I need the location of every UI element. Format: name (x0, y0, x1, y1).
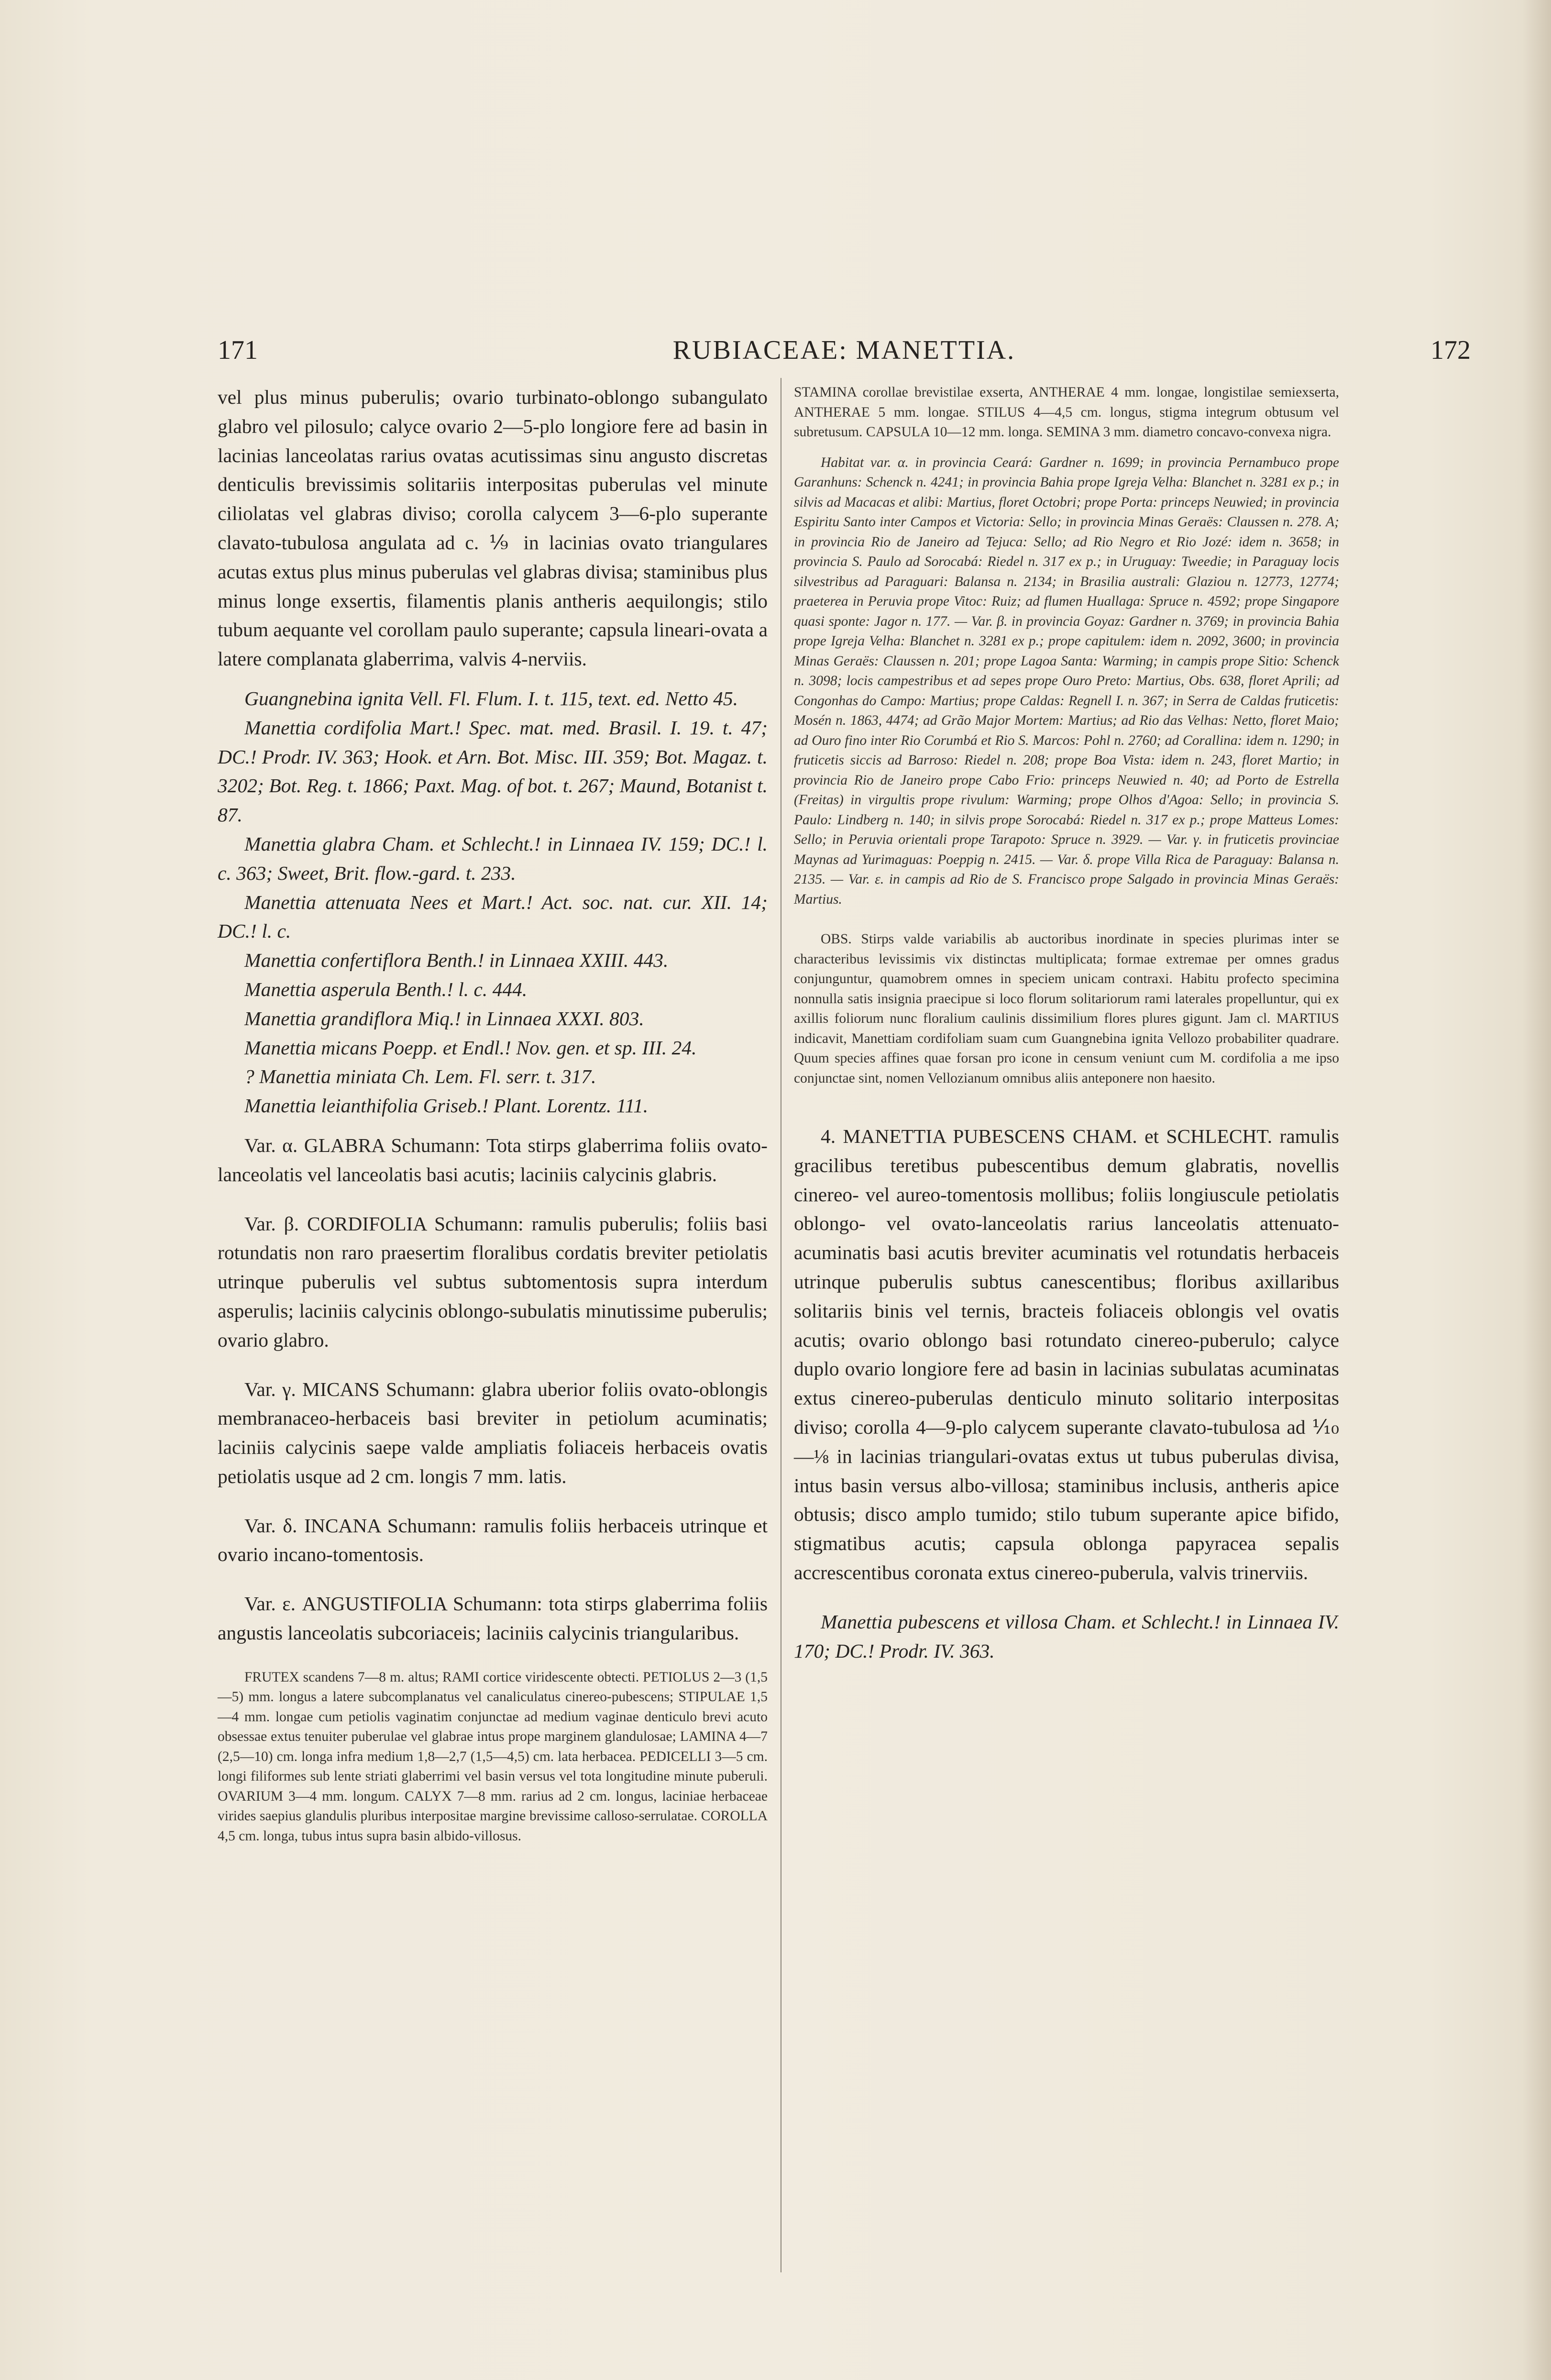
synonym-entry: Guangnebina ignita Vell. Fl. Flum. I. t. 115, text. ed. Netto 45. (244, 687, 738, 709)
stamina-description: STAMINA corollae brevistilae exserta, ANTHERAE 4 mm. longae, longistilae semiexserta, ANTHERAE 5 mm. longae. STILUS 4—4,5 cm. longus, stigma integrum obtusum vel subretusum. CAPSULA 10—12 mm. longa. SEMINA 3 mm. diametro concavo-convexa nigra. (794, 385, 1339, 440)
page-number-left: 171 (218, 335, 258, 365)
variety-entry: Var. α. GLABRA Schumann: Tota stirps glaberrima foliis ovato-lanceolatis vel lanceolatis basi acutis; laciniis calycinis glabris. (218, 1134, 768, 1185)
species-description: vel plus minus puberulis; ovario turbinato-oblongo subangulato glabro vel pilosulo; calyce ovario 2—5-plo longiore fere ad basin in lacinias lanceolatas rarius ovatas acutissimas sinu angusto discretas denticulis brevissimis solitariis interpositas puberulas vel minute ciliolatas vel glabras diviso; corolla calycem 3—6-plo superante clavato-tubulosa angulata ad c. ⅑ in lacinias ovato triangulares acutas extus plus minus puberulas vel glabras divisa; staminibus plus minus longe exsertis, filamentis planis antheris aequilongis; stilo tubum aequante vel corollam paulo superante; capsula lineari-ovata a latere complanata glaberrima, valvis 4-nerviis. (218, 386, 768, 670)
variety-entry: Var. δ. INCANA Schumann: ramulis foliis herbaceis utrinque et ovario incano-tomentosis. (218, 1514, 768, 1566)
right-column (794, 383, 1339, 1665)
page-header (218, 335, 1471, 368)
synonym-list (218, 684, 768, 1120)
synonym-entry: ? Manettia miniata Ch. Lem. Fl. serr. t. 317. (244, 1065, 596, 1088)
species-4-synonyms: Manettia pubescens et villosa Cham. et Schlecht.! in Linnaea IV. 170; DC.! Prodr. IV. 363. (794, 1610, 1339, 1662)
variety-entry: Var. ε. ANGUSTIFOLIA Schumann: tota stirps glaberrima foliis angustis lanceolatis subcoriaceis; laciniis calycinis triangularibus. (218, 1593, 768, 1644)
left-column (218, 383, 768, 1846)
page-edge-shadow (1522, 0, 1551, 2380)
variety-entry: Var. γ. MICANS Schumann: glabra uberior foliis ovato-oblongis membranaceo-herbaceis basi breviter in petiolum acuminatis; laciniis calycinis saepe valde ampliatis foliaceis herbaceis ovatis petiolatis usque ad 2 cm. longis 7 mm. latis. (218, 1378, 768, 1487)
synonym-entry: Manettia cordifolia Mart.! Spec. mat. med. Brasil. I. 19. t. 47; DC.! Prodr. IV. 363; Hook. et Arn. Bot. Misc. III. 359; Bot. Magaz. t. 3202; Bot. Reg. t. 1866; Paxt. Mag. of bot. t. 267; Maund, Botanist t. 87. (218, 716, 768, 826)
synonym-entry: Manettia micans Poepp. et Endl.! Nov. gen. et sp. III. 24. (244, 1036, 697, 1059)
synonym-entry: Manettia leianthifolia Griseb.! Plant. Lorentz. 111. (244, 1095, 649, 1117)
variety-entry: Var. β. CORDIFOLIA Schumann: ramulis puberulis; foliis basi rotundatis non raro praesertim floralibus cordatis breviter petiolatis utrinque puberulis vel subtus subtomentosis supra interdum asperulis; laciniis calycinis oblongo-subulatis minutissime puberulis; ovario glabro. (218, 1212, 768, 1351)
synonym-entry: Manettia glabra Cham. et Schlecht.! in Linnaea IV. 159; DC.! l. c. 363; Sweet, Brit. flow.-gard. t. 233. (218, 832, 768, 884)
synonym-entry: Manettia grandiflora Miq.! in Linnaea XXXI. 803. (244, 1007, 644, 1029)
observation-paragraph: OBS. Stirps valde variabilis ab auctoribus inordinate in species plurimas inter se characteribus levissimis vix distinctas multiplicata; formae extremae per omnes gradus conjunguntur, quamobrem omnes in speciem unicam contraxi. Habitu profecto specimina nonnulla satis insignia praecipue si loco florum solitariorum rami laterales propelluntur, qui ex axillis foliorum nunc floralium caulinis dissimilium flores plures gigunt. Jam cl. MARTIUS indicavit, Manettiam cordifoliam suam cum Guangnebina ignita Vellozo probabiliter quadrare. Quum species affines quae forsan pro icone in censum veniunt cum M. cordifolia a me ipso conjunctae sint, nomen Vellozianum omnibus aliis anteponere non haesito. (794, 931, 1339, 1086)
morphology-description: FRUTEX scandens 7—8 m. altus; RAMI cortice viridescente obtecti. PETIOLUS 2—3 (1,5—5) mm. longus a latere subcomplanatus vel canaliculatus cinereo-pubescens; STIPULAE 1,5—4 mm. longae cum petiolis vaginatim conjunctae ad medium vaginae denticulo brevi acuto obsessae extus tenuiter puberulae vel glabrae intus prope marginem glandulosae; LAMINA 4—7 (2,5—10) cm. longa infra medium 1,8—2,7 (1,5—4,5) cm. lata herbacea. PEDICELLI 3—5 cm. longi filiformes sub lente striati glaberrimi vel basin versus vel tota longitudine minute puberuli. OVARIUM 3—4 mm. longum. CALYX 7—8 mm. rarius ad 2 cm. longus, laciniae herbaceae virides saepius glandulis pluribus interpositae margine brevissime calloso-serrulatae. COROLLA 4,5 cm. longa, tubus intus supra basin albido-villosus. (218, 1669, 768, 1844)
running-head: RUBIACEAE: MANETTIA. (672, 335, 1016, 365)
synonym-entry: Manettia confertiflora Benth.! in Linnaea XXIII. 443. (244, 949, 669, 972)
synonym-entry: Manettia asperula Benth.! l. c. 444. (244, 978, 528, 1000)
page-number-right: 172 (1430, 335, 1471, 365)
species-4-description: 4. MANETTIA PUBESCENS CHAM. et SCHLECHT. ramulis gracilibus teretibus pubescentibus demum glabratis, novellis cinereo- vel aureo-tomentosis mollibus; foliis longiuscule petiolatis oblongo- vel ovato-lanceolatis rarius lanceolatis attenuato-acuminatis basi acutis breviter acuminatis vel rotundatis herbaceis utrinque puberulis subtus canescentibus; floribus axillaribus solitariis binis vel ternis, bracteis foliaceis oblongis vel ovatis acutis; ovario oblongo basi rotundato cinereo-puberulo; calyce duplo ovario longiore fere ad basin in lacinias subulatas acuminatas extus cinereo-puberulas denticulo minuto solitario interpositas diviso; corolla 4—9-plo calycem superante clavato-tubulosa ad ⅒—⅛ in lacinias triangulari-ovatas extus ut tubus puberulas divisa, intus basin versus albo-villosa; staminibus inclusis, antheris apice obtusis; disco amplo tumido; stilo tubum superante apice bifido, stigmatibus acutis; capsula oblonga papyracea sepalis accrescentibus coronata extus cinereo-puberula, valvis trinerviis. (794, 1125, 1339, 1583)
habitat-paragraph: Habitat var. α. in provincia Ceará: Gardner n. 1699; in provincia Pernambuco prope Garanhuns: Schenck n. 4241; in provincia Bahia prope Igreja Velha: Blanchet n. 3281 ex p.; in silvis ad Macacas et alibi: Martius, floret Octobri; prope Porta: princeps Neuwied; in provincia Espiritu Santo inter Campos et Victoria: Sello; in provincia Minas Geraës: Claussen n. 278. A; in provincia Rio de Janeiro ad Tejuca: Sello; ad Rio Negro et Rio Jozé: idem n. 3658; in provincia S. Paulo ad Sorocabá: Riedel n. 317 ex p.; in Uruguay: Tweedie; in Paraguay locis silvestribus ad Paraguari: Balansa n. 2134; in Brasilia australi: Glaziou n. 12773, 12774; praeterea in Peruvia prope Vitoc: Ruiz; ad flumen Huallaga: Spruce n. 4592; prope Singapore quasi sponte: Jagor n. 177. — Var. β. in provincia Goyaz: Gardner n. 3769; in provincia Bahia prope Igreja Velha: Blanchet n. 3281 ex p.; prope capitulem: idem n. 2092, 3600; in provincia Minas Geraës: Claussen n. 201; prope Lagoa Santa: Warming; in campis prope Sitio: Schenck n. 3098; locis campestribus et ad sepes prope Ouro Preto: Martius, Obs. 638, floret Aprili; ad Congonhas do Campo: Martius; prope Caldas: Regnell I. n. 367; in Serra de Caldas fruticetis: Mosén n. 1863, 4474; ad Grão Major Mortem: Martius; ad Rio das Velhas: Netto, floret Maio; ad Ouro fino inter Rio Corumbá et Rio S. Marcos: Pohl n. 2760; ad Corallina: idem n. 1290; in fruticetis siccis ad Barroso: Riedel n. 208; prope Boa Vista: idem n. 243, floret Martio; in provincia Rio de Janeiro prope Cabo Frio: princeps Neuwied n. 40; ad Porto de Estrella (Freitas) in virgultis prope rivulum: Warming; prope Olhos d'Agoa: Sello; in provincia S. Paulo: Lindberg n. 140; in silvis prope Sorocabá: Riedel n. 317 ex p.; prope Matteus Lomes: Sello; in Peruvia orientali prope Tarapoto: Spruce n. 3929. — Var. γ. in fruticetis provinciae Maynas ad Yurimaguas: Poeppig n. 2415. — Var. δ. prope Villa Rica de Paraguay: Balansa n. 2135. — Var. ε. in campis ad Rio de S. Francisco prope Salgado in provincia Minas Geraës: Martius. (794, 454, 1339, 907)
synonym-entry: Manettia attenuata Nees et Mart.! Act. soc. nat. cur. XII. 14; DC.! l. c. (218, 891, 768, 942)
variety-list (218, 1131, 768, 1648)
